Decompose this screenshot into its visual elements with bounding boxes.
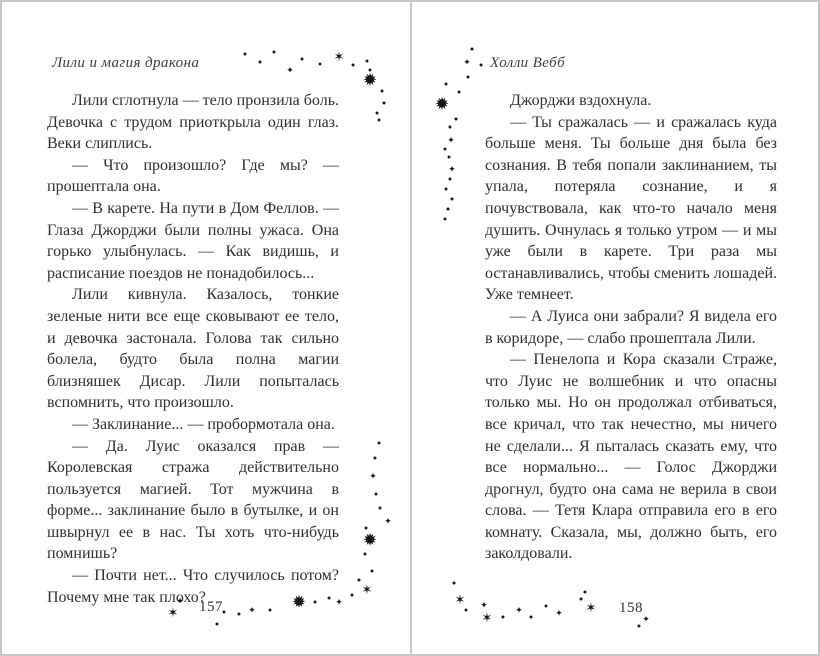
paragraph: Лили сглотнула — тело пронзила боль. Девочка с трудом приоткрыла один глаз. Веки слиплись. xyxy=(47,92,339,153)
paragraph: — Заклинание... — пробормотала она. xyxy=(72,415,335,433)
dot-icon xyxy=(458,91,461,94)
dot-icon xyxy=(378,442,381,445)
dot-icon xyxy=(216,623,219,626)
star-icon xyxy=(482,609,493,625)
star-icon xyxy=(448,159,456,175)
dot-icon xyxy=(445,83,448,86)
dot-icon xyxy=(444,148,447,151)
paragraph: — А Луиса они забрали? Я видела его в коридоре, — слабо прошептала Лили. xyxy=(485,307,777,347)
dot-icon xyxy=(259,61,262,64)
dot-icon xyxy=(364,553,367,556)
dot-icon xyxy=(269,609,272,612)
page-divider xyxy=(410,2,412,654)
paragraph: — В карете. На пути в Дом Феллов. — Глаза Джорджи были полны ужаса. Она горько улыбнулась. — Как видишь, и расписание поездов не понадобилось... xyxy=(47,199,339,282)
star-icon xyxy=(455,591,466,607)
dot-icon xyxy=(366,60,369,63)
star-icon xyxy=(362,581,373,597)
dot-icon xyxy=(444,218,447,221)
running-header-book-title: Лили и магия дракона xyxy=(52,55,200,71)
star-icon xyxy=(369,466,377,482)
dot-icon xyxy=(365,527,368,530)
dot-icon xyxy=(376,112,379,115)
star-icon xyxy=(515,600,523,616)
star-icon xyxy=(586,599,597,615)
dot-icon xyxy=(451,198,454,201)
dot-icon xyxy=(383,102,386,105)
dot-icon xyxy=(375,493,378,496)
paragraph: — Да. Луис оказался прав — Королевская стража действительно пользуется магией. Тот мужчина в форме... заклинание было в бутылке, и он швырнул ее в нас. Ты хоть что-нибудь помнишь? xyxy=(47,437,339,563)
dot-icon xyxy=(530,616,533,619)
dot-icon xyxy=(273,51,276,54)
dot-icon xyxy=(447,208,450,211)
dot-icon xyxy=(379,507,382,510)
dot-icon xyxy=(545,605,548,608)
dot-icon xyxy=(445,188,448,191)
dot-icon xyxy=(381,90,384,93)
dot-icon xyxy=(352,64,355,67)
page-number-right: 158 xyxy=(619,600,643,616)
dot-icon xyxy=(502,616,505,619)
dot-icon xyxy=(455,118,458,121)
page-text-left xyxy=(47,90,339,608)
dot-icon xyxy=(480,64,483,67)
star-icon xyxy=(463,52,471,68)
paragraph: — Что произошло? Где мы? — прошептала она. xyxy=(47,156,339,196)
page-text-right xyxy=(485,90,777,565)
dot-icon xyxy=(369,69,372,72)
dot-icon xyxy=(638,625,641,628)
dot-icon xyxy=(358,579,361,582)
dot-icon xyxy=(449,178,452,181)
dot-icon xyxy=(467,76,470,79)
star-icon xyxy=(363,533,377,550)
star-icon xyxy=(286,60,294,76)
dot-icon xyxy=(351,594,354,597)
paragraph: — Ты сражалась — и сражалась куда больше меня. Ты больше дня была без сознания. В тебя попали заклинанием, ты упала, потеряла сознание, и я почувствовала, как что-то начало меня душить. Очнулась я только утром — и мы уже были в карете. Три раза мы останавливались, чтобы сменить лошадей. Уже темнеет. xyxy=(485,113,777,304)
star-icon xyxy=(384,511,392,527)
dot-icon xyxy=(449,126,452,129)
dot-icon xyxy=(319,63,322,66)
page-number-left: 157 xyxy=(199,599,223,615)
dot-icon xyxy=(244,53,247,56)
dot-icon xyxy=(238,613,241,616)
star-icon xyxy=(435,97,449,114)
dot-icon xyxy=(371,570,374,573)
star-icon xyxy=(642,609,650,625)
paragraph: Джорджи вздохнула. xyxy=(510,92,652,109)
running-header-author: Холли Вебб xyxy=(490,55,566,71)
star-icon xyxy=(363,73,377,90)
dot-icon xyxy=(374,457,377,460)
dot-icon xyxy=(448,156,451,159)
dot-icon xyxy=(584,591,587,594)
star-icon xyxy=(447,130,455,146)
dot-icon xyxy=(453,582,456,585)
paragraph: Лили кивнула. Казалось, тонкие зеленые нити все еще сковывают ее тело, и девочка застонала. Голова так сильно болела, будто была полна магии близняшек Дисар. Лили попыталась вспомнить, что произошло. xyxy=(47,286,339,412)
dot-icon xyxy=(580,598,583,601)
star-icon xyxy=(334,48,345,64)
star-icon xyxy=(480,595,488,611)
paragraph: — Почти нет... Что случилось потом? Почему мне так плохо? xyxy=(47,567,339,606)
star-icon xyxy=(555,603,563,619)
dot-icon xyxy=(378,119,381,122)
paragraph: — Пенелопа и Кора сказали Страже, что Луис не волшебник и что опасны только мы. Но он продолжал отбиваться, все кричал, что так нечестно, мы ничего не сделали... Я пыталась сказать ему, что все нормально... — Голос Джорджи дрогнул, будто она сама не верила в свои слова. — Тетя Клара отправила его в его комнату. Сказала, мы, должно быть, его заколдовали. xyxy=(485,351,777,563)
dot-icon xyxy=(465,609,468,612)
dot-icon xyxy=(471,48,474,51)
dot-icon xyxy=(301,58,304,61)
